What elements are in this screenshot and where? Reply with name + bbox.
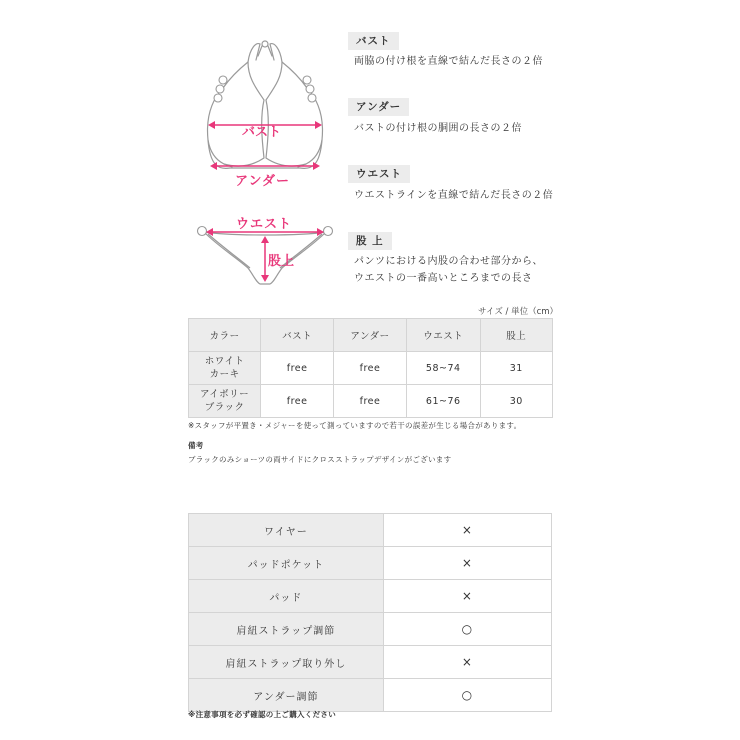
row-under: free bbox=[334, 385, 407, 418]
feature-value: ○ bbox=[383, 613, 551, 646]
feature-label: 肩紐ストラップ取り外し bbox=[189, 646, 384, 679]
row-color-line: アイボリー bbox=[200, 389, 250, 400]
feature-value: × bbox=[383, 646, 551, 679]
row-bust: free bbox=[261, 352, 334, 385]
rise-diagram-label: 股上 bbox=[268, 254, 295, 269]
remarks-title: 備考 bbox=[188, 441, 204, 450]
feature-label: パッドポケット bbox=[189, 547, 384, 580]
table-row bbox=[189, 547, 552, 580]
header-bust: バスト bbox=[261, 319, 334, 352]
footer-purchase-note: ※注意事項を必ず確認の上ご購入ください bbox=[188, 710, 336, 719]
feature-value: ○ bbox=[383, 679, 551, 712]
table-row bbox=[189, 580, 552, 613]
under-definition-text: バストの付け根の胴囲の長さの２倍 bbox=[354, 123, 522, 134]
rise-definition-text-2: ウエストの一番高いところまでの長さ bbox=[354, 273, 533, 284]
header-color: カラー bbox=[189, 319, 261, 352]
waist-diagram-label: ウエスト bbox=[236, 217, 293, 232]
row-color-line: カーキ bbox=[209, 369, 240, 380]
header-under: アンダー bbox=[334, 319, 407, 352]
staff-measurement-note: ※スタッフが平置き・メジャーを使って測っていますので若干の誤差が生じる場合があります。 bbox=[188, 421, 522, 430]
table-row bbox=[189, 514, 552, 547]
header-rise: 股上 bbox=[480, 319, 552, 352]
size-table bbox=[188, 318, 553, 418]
feature-label: ワイヤー bbox=[189, 514, 384, 547]
remarks-text: ブラックのみショーツの両サイドにクロスストラップデザインがございます bbox=[188, 455, 452, 464]
feature-label: アンダー調節 bbox=[189, 679, 384, 712]
row-color-line: ホワイト bbox=[204, 356, 245, 367]
under-definition-tag: アンダー bbox=[348, 98, 409, 116]
table-row bbox=[189, 385, 553, 418]
row-under: free bbox=[334, 352, 407, 385]
table-row bbox=[189, 613, 552, 646]
row-waist: 58~74 bbox=[406, 352, 480, 385]
row-waist: 61~76 bbox=[406, 385, 480, 418]
size-unit-note: サイズ / 単位（cm） bbox=[478, 307, 559, 317]
under-diagram-label: アンダー bbox=[235, 174, 290, 189]
row-color bbox=[189, 352, 261, 385]
table-row bbox=[189, 679, 552, 712]
table-row bbox=[189, 352, 553, 385]
row-color bbox=[189, 385, 261, 418]
waist-definition-text: ウエストラインを直線で結んだ長さの２倍 bbox=[354, 190, 554, 201]
header-waist: ウエスト bbox=[406, 319, 480, 352]
feature-value: × bbox=[383, 514, 551, 547]
feature-label: パッド bbox=[189, 580, 384, 613]
feature-value: × bbox=[383, 547, 551, 580]
row-bust: free bbox=[261, 385, 334, 418]
feature-label: 肩紐ストラップ調節 bbox=[189, 613, 384, 646]
size-table-header-row bbox=[189, 319, 553, 352]
bust-definition-tag: バスト bbox=[348, 32, 399, 50]
bust-diagram-label: バスト bbox=[242, 125, 282, 140]
bust-definition-text: 両脇の付け根を直線で結んだ長さの２倍 bbox=[354, 56, 543, 67]
table-row bbox=[189, 646, 552, 679]
feature-value: × bbox=[383, 580, 551, 613]
row-rise: 31 bbox=[480, 352, 552, 385]
features-table bbox=[188, 513, 552, 712]
row-color-line: ブラック bbox=[204, 402, 245, 413]
rise-definition-tag: 股 上 bbox=[348, 232, 392, 250]
waist-definition-tag: ウエスト bbox=[348, 165, 410, 183]
row-rise: 30 bbox=[480, 385, 552, 418]
rise-definition-text-1: パンツにおける内股の合わせ部分から、 bbox=[354, 256, 543, 267]
